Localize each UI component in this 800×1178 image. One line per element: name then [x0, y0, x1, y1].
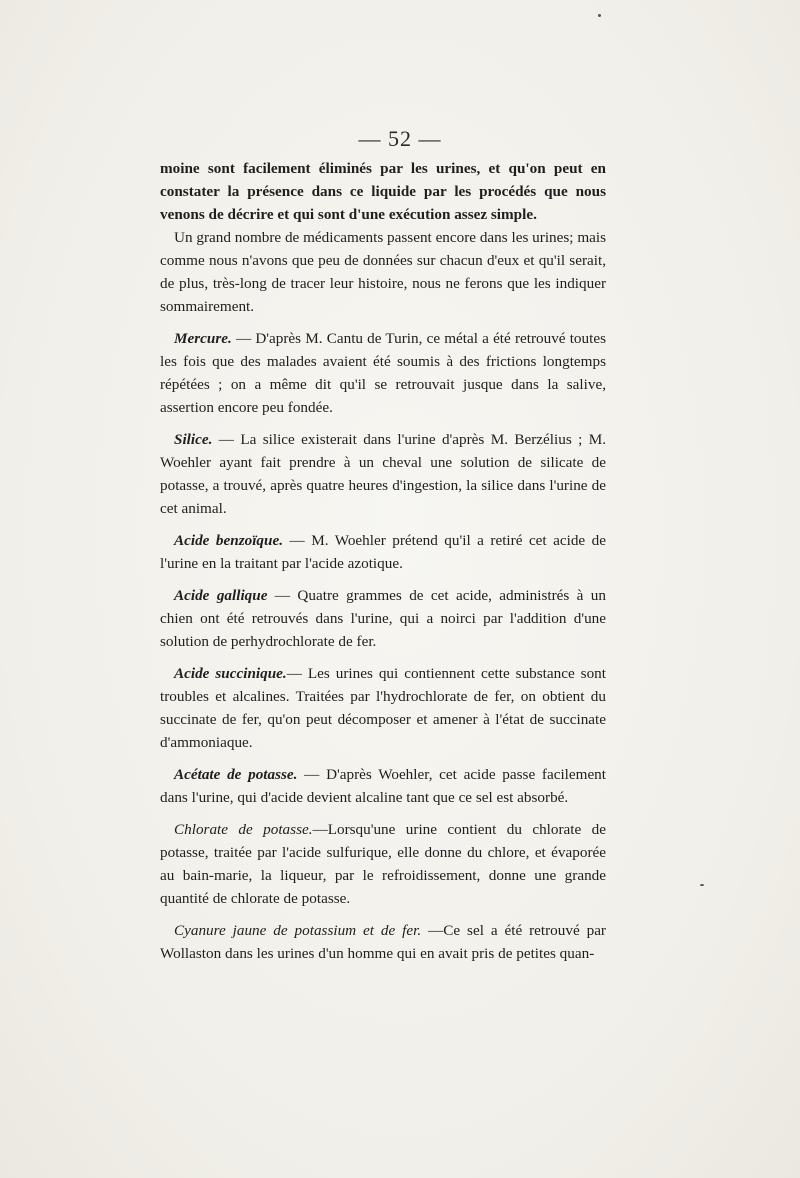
- entry-title: Mercure.: [174, 330, 232, 347]
- paragraph-intro: [160, 226, 606, 318]
- entry-silice: [160, 428, 606, 520]
- body-text: [160, 157, 606, 965]
- entry-chlorate-de-potasse: [160, 818, 606, 910]
- entry-cyanure-jaune: [160, 919, 606, 965]
- entry-title: Acide gallique: [174, 587, 268, 604]
- entry-acide-succinique: [160, 662, 606, 754]
- paper-speck: [700, 884, 704, 886]
- paragraph-text: Un grand nombre de médicaments passent encore dans les urines; mais comme nous n'avons que peu de données sur chacun d'eux et qu'il serait, de plus, très-long de tracer leur histoire, nous ne ferons que les indiquer sommairement.: [160, 229, 606, 315]
- entry-text: — D'après Woehler, cet acide passe facilement dans l'urine, qui d'acide devient alcaline tant que ce sel est absorbé.: [160, 766, 606, 806]
- entry-text: — M. Woehler prétend qu'il a retiré cet acide de l'urine en la traitant par l'acide azotique.: [160, 532, 607, 572]
- entry-acide-benzoique: [160, 529, 606, 575]
- paragraph-text: moine sont facilement éliminés par les urines, et qu'on peut en constater la présence dans ce liquide par les procédés que nous venons de décrire et qui sont d'une exécution assez simple.: [160, 160, 606, 223]
- paper-speck: [598, 14, 601, 17]
- entry-title: Cyanure jaune de potassium et de fer.: [174, 922, 422, 939]
- entry-title: Acétate de potasse.: [174, 766, 298, 783]
- entry-acetate-de-potasse: [160, 763, 606, 809]
- entry-mercure: [160, 327, 606, 419]
- entry-title: Acide succinique.: [174, 665, 287, 682]
- entry-text: — Quatre grammes de cet acide, administrés à un chien ont été retrouvés dans l'urine, qui a noirci par l'addition d'une solution de perhydrochlorate de fer.: [160, 587, 606, 650]
- entry-title: Silice.: [174, 431, 213, 448]
- page-number: — 52 —: [358, 126, 442, 151]
- entry-text: — D'après M. Cantu de Turin, ce métal a été retrouvé toutes les fois que des malades avaient été soumis à des frictions longtemps répétées ; on a même dit qu'il se retrouvait jusque dans la salive, assertion encore peu fondée.: [160, 330, 606, 416]
- entry-title: Chlorate de potasse.: [174, 821, 313, 838]
- entry-text: — Les urines qui contiennent cette substance sont troubles et alcalines. Traitées par l'hydrochlorate de fer, on obtient du succinate de fer, qu'on peut décomposer et amener à l'état de succinate d'ammoniaque.: [160, 665, 606, 751]
- entry-text: —Lorsqu'une urine contient du chlorate de potasse, traitée par l'acide sulfurique, elle donne du chlore, et évaporée au bain-marie, la liqueur, par le refroidissement, donne une grande quantité de chlorate de potasse.: [160, 821, 606, 907]
- entry-title: Acide benzoïque.: [174, 532, 284, 549]
- entry-text: — La silice existerait dans l'urine d'après M. Berzélius ; M. Woehler ayant fait prendre à un cheval une solution de silicate de potasse, a trouvé, après quatre heures d'ingestion, la silice dans l'urine de cet animal.: [160, 431, 606, 517]
- entry-acide-gallique: [160, 584, 606, 653]
- entry-text: —Ce sel a été retrouvé par Wollaston dans les urines d'un homme qui en avait pris de petites quan-: [160, 922, 606, 962]
- paragraph-continuation: [160, 157, 606, 226]
